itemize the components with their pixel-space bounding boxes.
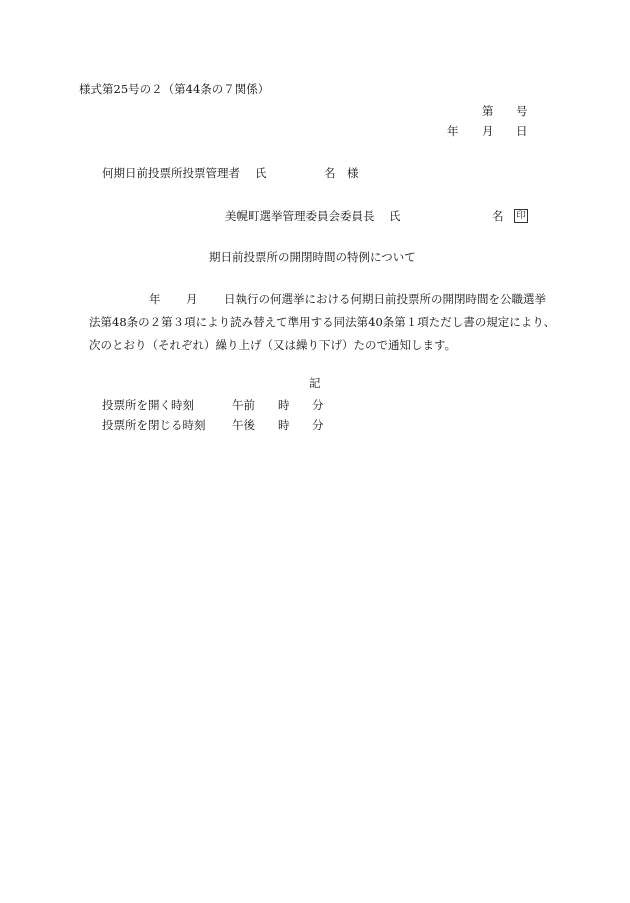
sender-shi: 氏 <box>389 209 401 223</box>
date-day: 日 <box>516 124 528 138</box>
addressee-honorific: 様 <box>347 166 359 180</box>
time-hour: 時 <box>278 398 290 412</box>
subject-heading: 期日前投票所の開閉時間の特例について <box>209 250 416 264</box>
sender-seal <box>511 209 528 223</box>
addressee-title: 何期日前投票所投票管理者 <box>102 166 240 180</box>
body-year: 年 <box>149 292 161 306</box>
form-title: 様式第25号の２（第44条の７関係） <box>79 82 270 96</box>
time-label: 投票所を開く時刻 <box>102 398 194 412</box>
time-label: 投票所を閉じる時刻 <box>102 418 206 432</box>
sender-mei: 名 <box>492 209 504 223</box>
body-line2: 法第48条の２第３項により読み替えて準用する同法第40条第１項ただし書の規定により、 <box>89 315 556 329</box>
time-minute: 分 <box>312 418 324 432</box>
date-month: 月 <box>482 124 494 138</box>
seal-mark: 印 <box>514 209 528 223</box>
time-period: 午前 <box>232 398 255 412</box>
time-hour: 時 <box>278 418 290 432</box>
time-period: 午後 <box>232 418 255 432</box>
body-line1-rest: 日執行の何選挙における何期日前投票所の開閉時間を公職選挙 <box>224 292 546 306</box>
sender-title: 美幌町選挙管理委員会委員長 <box>225 209 375 223</box>
body-line3: 次のとおり（それぞれ）繰り上げ（又は繰り下げ）たので通知します。 <box>89 338 457 352</box>
addressee-mei: 名 <box>324 166 336 180</box>
body-month: 月 <box>186 292 198 306</box>
addressee-shi: 氏 <box>255 166 267 180</box>
date-year: 年 <box>447 124 459 138</box>
ki-heading: 記 <box>309 376 321 390</box>
time-minute: 分 <box>312 398 324 412</box>
number-dai: 第 <box>482 104 494 118</box>
number-go: 号 <box>516 104 528 118</box>
